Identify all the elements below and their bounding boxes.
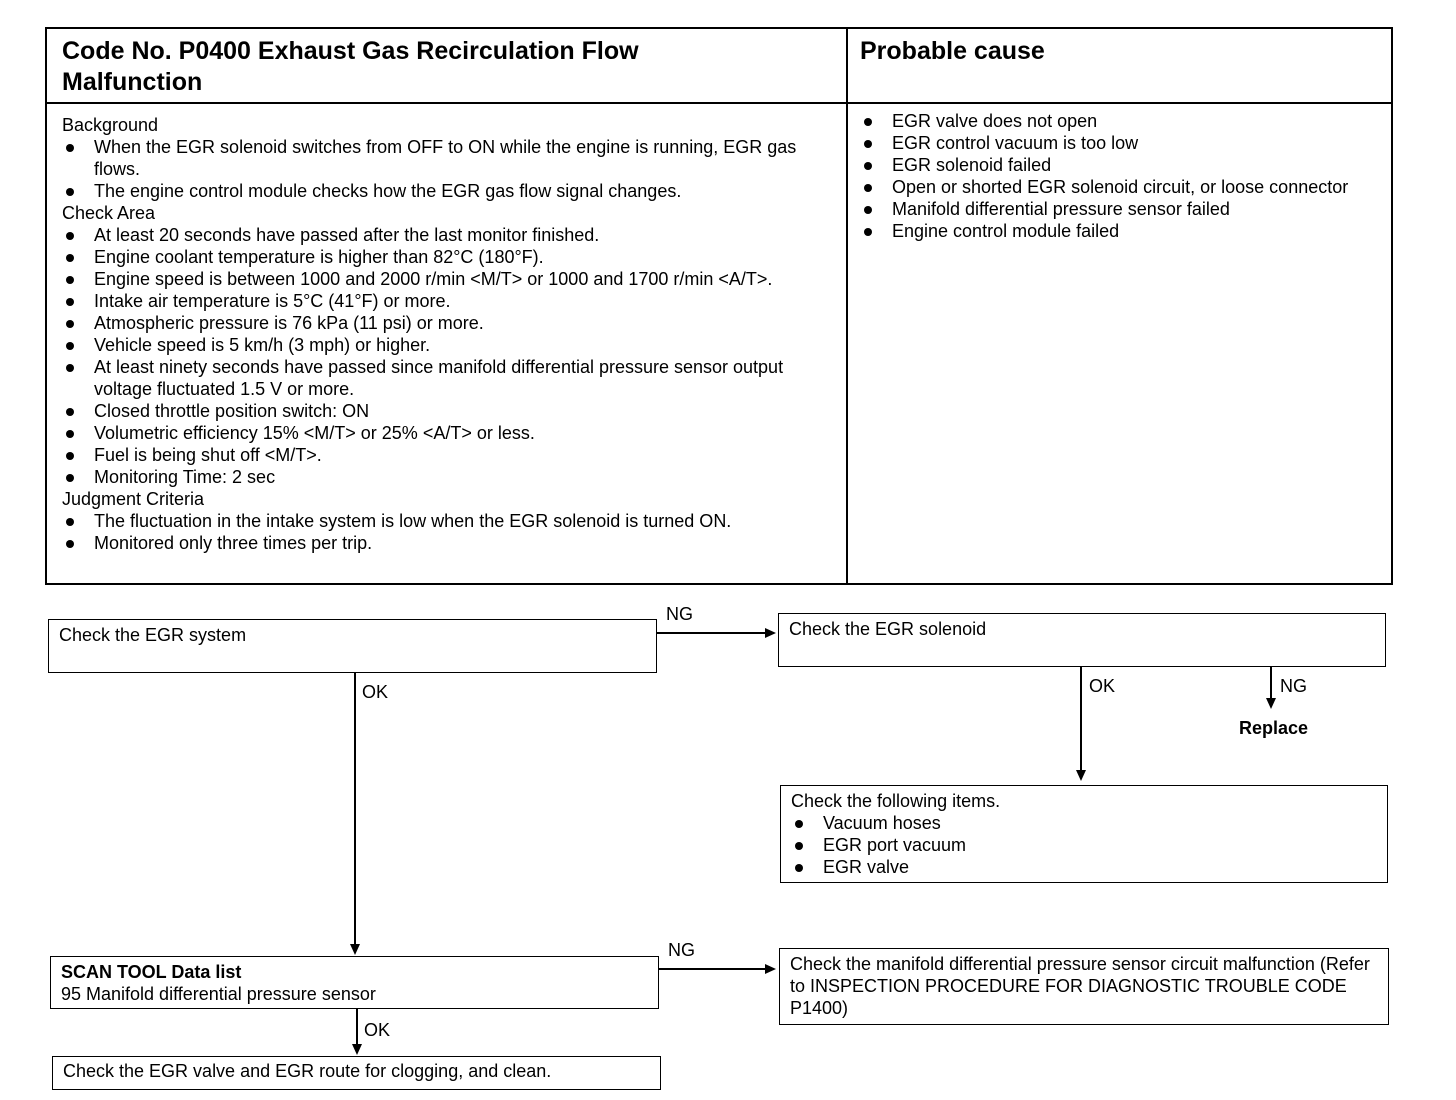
- arrow-head-icon: [765, 964, 776, 974]
- list-item: EGR port vacuum: [791, 834, 1377, 856]
- list-item: Open or shorted EGR solenoid circuit, or loose connector: [860, 176, 1380, 198]
- list-item: Vacuum hoses: [791, 812, 1377, 834]
- list-item: Engine speed is between 1000 and 2000 r/min <M/T> or 1000 and 1700 r/min <A/T>.: [62, 268, 837, 290]
- ng-arrow-line-3: [659, 968, 767, 970]
- ng-label-3: NG: [668, 940, 695, 960]
- ng-line-2: [1270, 667, 1272, 699]
- judgment-heading: Judgment Criteria: [62, 489, 205, 509]
- list-item: The fluctuation in the intake system is low when the EGR solenoid is turned ON.: [62, 510, 837, 532]
- check-egr-system-text: Check the EGR system: [59, 625, 247, 645]
- list-item: EGR control vacuum is too low: [860, 132, 1380, 154]
- list-item: When the EGR solenoid switches from OFF to ON while the engine is running, EGR gas flows.: [62, 136, 837, 180]
- scan-tool-title: [61, 961, 648, 983]
- ok-label-1: OK: [362, 682, 389, 702]
- list-item: Monitored only three times per trip.: [62, 532, 837, 554]
- arrow-head-icon: [765, 628, 776, 638]
- right-body: [860, 110, 1380, 242]
- list-item: EGR valve: [791, 856, 1377, 878]
- list-item: Volumetric efficiency 15% <M/T> or 25% <A/T> or less.: [62, 422, 837, 444]
- list-item: Vehicle speed is 5 km/h (3 mph) or higher.: [62, 334, 837, 356]
- background-heading: Background: [62, 115, 159, 135]
- check-mdp-circuit-box: [779, 948, 1389, 1025]
- ng-arrow-line-1: [657, 632, 767, 634]
- check-items-heading: Check the following items.: [791, 791, 1001, 811]
- list-item: At least ninety seconds have passed since manifold differential pressure sensor output voltage fluctuated 1.5 V or more.: [62, 356, 837, 400]
- list-item: Closed throttle position switch: ON: [62, 400, 837, 422]
- judgment-list: [62, 510, 837, 554]
- check-area-heading: Check Area: [62, 203, 156, 223]
- ng-label-1: NG: [666, 604, 693, 624]
- diagnostic-table: [45, 27, 1393, 585]
- list-item: Engine coolant temperature is higher than 82°C (180°F).: [62, 246, 837, 268]
- left-body: [62, 114, 837, 554]
- arrow-head-icon: [1076, 770, 1086, 781]
- scan-tool-title-text: SCAN TOOL Data list: [61, 962, 242, 982]
- ok-line-3: [356, 1009, 358, 1045]
- ok-label-3: OK: [364, 1020, 391, 1040]
- probable-cause-list: [860, 110, 1380, 242]
- check-egr-solenoid-text: Check the EGR solenoid: [789, 619, 987, 639]
- list-item: Manifold differential pressure sensor failed: [860, 198, 1380, 220]
- list-item: Intake air temperature is 5°C (41°F) or more.: [62, 290, 837, 312]
- scan-tool-box: [50, 956, 659, 1009]
- check-egr-solenoid-box: [778, 613, 1386, 667]
- header-divider: [47, 102, 1391, 104]
- replace-label: [1239, 718, 1308, 738]
- ok-line-2: [1080, 667, 1082, 771]
- list-item: Atmospheric pressure is 76 kPa (11 psi) or more.: [62, 312, 837, 334]
- check-items-box: [780, 785, 1388, 883]
- check-egr-system-box: [48, 619, 657, 673]
- check-items-list: [791, 812, 1377, 878]
- scan-tool-item: 95 Manifold differential pressure sensor: [61, 984, 376, 1004]
- arrow-head-icon: [1266, 698, 1276, 709]
- check-mdp-circuit-text: Check the manifold differential pressure sensor circuit malfunction (Refer to INSPECTION PROCEDURE FOR DIAGNOSTIC TROUBLE CODE P1400): [790, 954, 1370, 1018]
- arrow-head-icon: [352, 1044, 362, 1055]
- list-item: Monitoring Time: 2 sec: [62, 466, 837, 488]
- check-area-list: [62, 224, 837, 488]
- ng-label-2: NG: [1280, 676, 1307, 696]
- check-valve-route-text: Check the EGR valve and EGR route for clogging, and clean.: [63, 1061, 552, 1081]
- ok-line-1: [354, 673, 356, 945]
- list-item: Fuel is being shut off <M/T>.: [62, 444, 837, 466]
- replace-text: Replace: [1239, 718, 1309, 738]
- check-valve-route-box: [52, 1056, 661, 1090]
- list-item: At least 20 seconds have passed after the last monitor finished.: [62, 224, 837, 246]
- list-item: EGR solenoid failed: [860, 154, 1380, 176]
- list-item: The engine control module checks how the EGR gas flow signal changes.: [62, 180, 837, 202]
- code-title: Code No. P0400 Exhaust Gas Recirculation Flow Malfunction: [62, 37, 639, 96]
- arrow-head-icon: [350, 944, 360, 955]
- table-divider: [846, 29, 848, 583]
- background-list: [62, 136, 837, 202]
- list-item: EGR valve does not open: [860, 110, 1380, 132]
- probable-cause-header: Probable cause: [860, 37, 1045, 65]
- list-item: Engine control module failed: [860, 220, 1380, 242]
- ok-label-2: OK: [1089, 676, 1116, 696]
